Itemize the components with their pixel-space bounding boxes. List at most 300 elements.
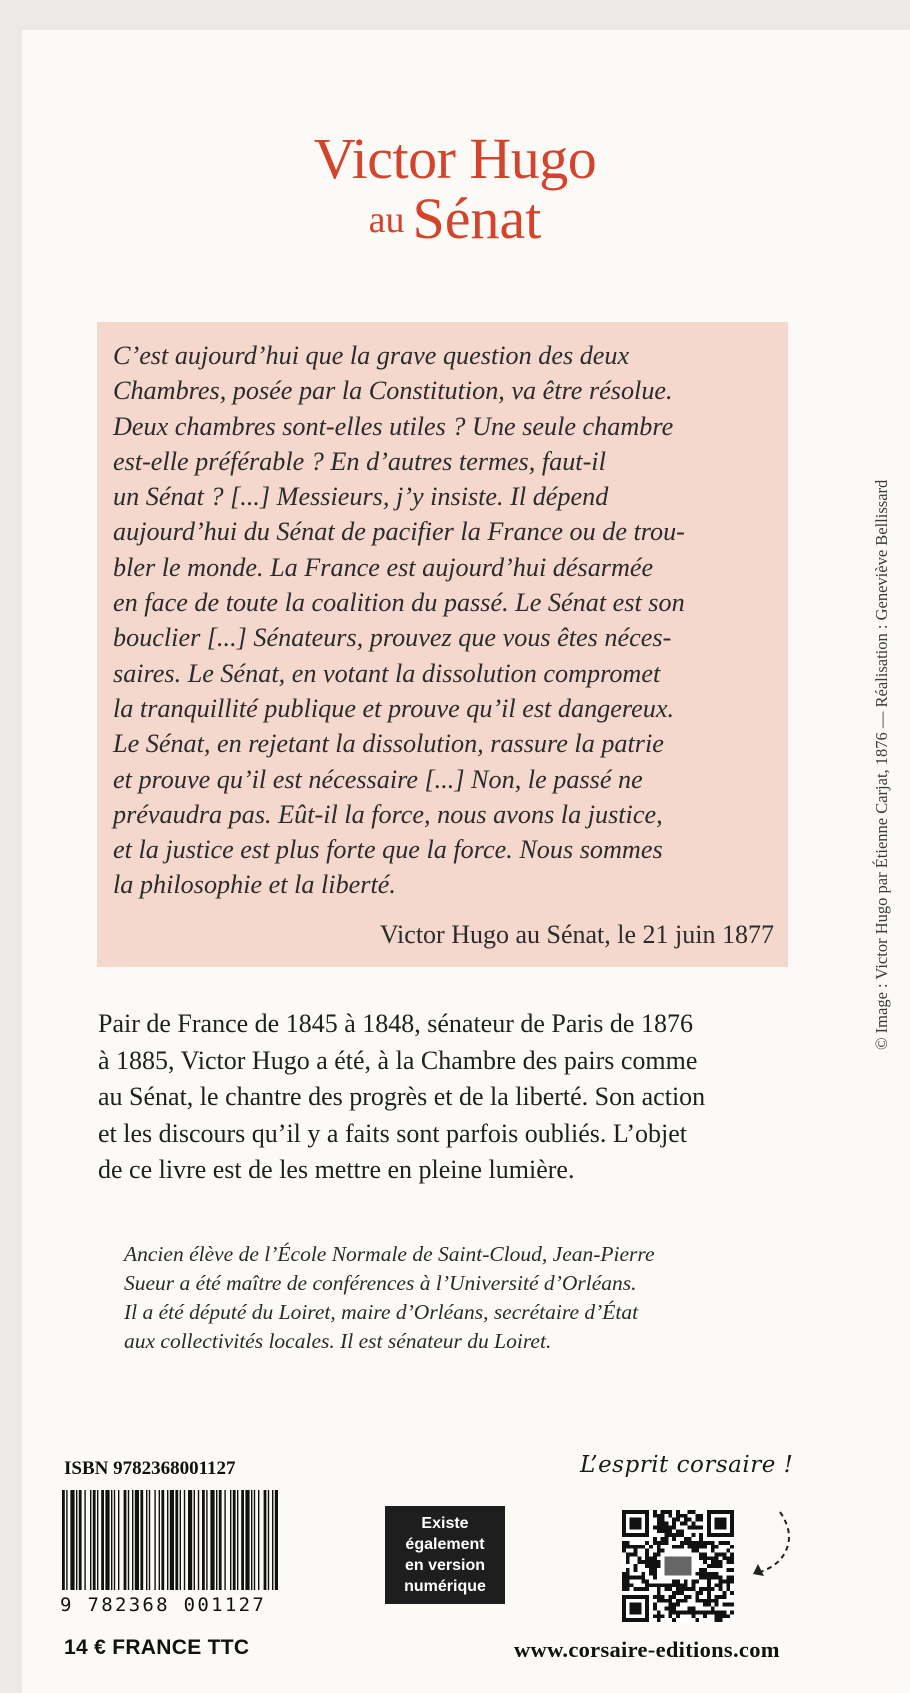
qr-module <box>668 1533 672 1537</box>
qr-module <box>726 1556 730 1560</box>
qr-module <box>703 1587 707 1591</box>
qr-module <box>703 1603 707 1607</box>
qr-module <box>657 1522 661 1526</box>
qr-module <box>657 1587 661 1591</box>
qr-module <box>715 1556 719 1560</box>
barcode-bar <box>128 1490 129 1590</box>
qr-finder <box>630 1518 642 1530</box>
qr-module <box>664 1587 668 1591</box>
qr-module <box>630 1552 634 1556</box>
qr-module <box>711 1545 715 1549</box>
qr-module <box>634 1552 638 1556</box>
qr-module <box>726 1568 730 1572</box>
qr-module <box>715 1603 719 1607</box>
qr-module <box>626 1576 630 1580</box>
qr-module <box>676 1533 680 1537</box>
barcode-bar <box>66 1490 67 1590</box>
qr-module <box>719 1576 723 1580</box>
qr-module <box>641 1576 645 1580</box>
barcode-bar <box>140 1490 143 1590</box>
qr-module <box>661 1541 665 1545</box>
qr-module <box>695 1599 699 1603</box>
qr-module <box>657 1599 661 1603</box>
qr-module <box>653 1556 657 1560</box>
qr-module <box>676 1610 680 1614</box>
qr-module <box>672 1607 676 1611</box>
qr-module <box>653 1560 657 1564</box>
qr-module <box>703 1568 707 1572</box>
qr-module <box>711 1599 715 1603</box>
qr-module <box>722 1591 726 1595</box>
qr-module <box>688 1510 692 1514</box>
qr-module <box>657 1610 661 1614</box>
qr-module <box>711 1541 715 1545</box>
qr-module <box>637 1576 641 1580</box>
qr-module <box>653 1552 657 1556</box>
qr-module <box>699 1587 703 1591</box>
qr-module <box>641 1580 645 1584</box>
qr-module <box>707 1610 711 1614</box>
qr-module <box>664 1533 668 1537</box>
qr-module <box>707 1541 711 1545</box>
qr-module <box>684 1514 688 1518</box>
qr-module <box>645 1552 649 1556</box>
barcode-bar <box>268 1490 269 1590</box>
qr-module <box>719 1541 723 1545</box>
qr-module <box>711 1560 715 1564</box>
qr-module <box>726 1576 730 1580</box>
qr-module <box>672 1603 676 1607</box>
qr-module <box>676 1580 680 1584</box>
barcode-bar <box>175 1490 178 1590</box>
qr-module <box>657 1564 661 1568</box>
quote-box <box>97 322 788 967</box>
qr-module <box>653 1572 657 1576</box>
qr-module <box>715 1560 719 1564</box>
barcode-bar <box>76 1490 77 1590</box>
qr-module <box>664 1525 668 1529</box>
qr-module <box>672 1610 676 1614</box>
qr-module <box>622 1572 626 1576</box>
qr-module <box>672 1518 676 1522</box>
qr-module <box>707 1599 711 1603</box>
qr-module <box>668 1595 672 1599</box>
qr-module <box>726 1603 730 1607</box>
qr-module <box>653 1576 657 1580</box>
barcode-bar <box>159 1490 160 1590</box>
qr-module <box>688 1518 692 1522</box>
qr-module <box>699 1572 703 1576</box>
qr-module <box>719 1614 723 1618</box>
qr-module <box>719 1587 723 1591</box>
qr-module <box>680 1514 684 1518</box>
qr-module <box>692 1510 696 1514</box>
qr-module <box>699 1537 703 1541</box>
qr-module <box>657 1614 661 1618</box>
quote-text: C’est aujourd’hui que la grave question des deux Chambres, posée par la Constitution, va être résolue. Deux chambres sont-elles utiles ? Une seule chambre est-elle préférable ? En d’autres termes, faut-il un Sénat ? [...] Messieurs, j’y insiste. Il dépend aujourd’hui du Sénat de pacifier la France ou de trou- bler le monde. La France est aujourd’hui désarmée en face de toute la coalition du passé. Le Sénat est son bouclier [...] Sénateurs, prouvez que vous êtes néces- saires. Le Sénat, en votant la dissolution compromet la tranquillité publique et prouve qu’il est dangereux. Le Sénat, en rejetant la dissolution, rassure la patrie et prouve qu’il est nécessaire [...] Non, le passé ne prévaudra pas. Eût-il la force, nous avons la justice, et la justice est plus forte que la force. Nous sommes la philosophie et la liberté. <box>113 341 685 900</box>
qr-module <box>703 1545 707 1549</box>
qr-module <box>653 1510 657 1514</box>
qr-module <box>664 1529 668 1533</box>
qr-module <box>707 1576 711 1580</box>
qr-module <box>692 1525 696 1529</box>
qr-module <box>668 1583 672 1587</box>
qr-module <box>630 1545 634 1549</box>
qr-module <box>684 1583 688 1587</box>
qr-module <box>722 1603 726 1607</box>
qr-module <box>684 1595 688 1599</box>
qr-module <box>715 1572 719 1576</box>
qr-module <box>692 1541 696 1545</box>
qr-module <box>657 1560 661 1564</box>
qr-module <box>676 1583 680 1587</box>
qr-module <box>684 1518 688 1522</box>
qr-module <box>722 1541 726 1545</box>
qr-module <box>699 1599 703 1603</box>
qr-module <box>668 1610 672 1614</box>
qr-module <box>699 1556 703 1560</box>
qr-module <box>626 1587 630 1591</box>
book-description: Pair de France de 1845 à 1848, sénateur de Paris de 1876 à 1885, Victor Hugo a été, à la Chambre des pairs comme au Sénat, le chantre des progrès et de la liberté. Son action et les discours qu’il y a faits sont parfois oubliés. L’objet de ce livre est de les mettre en pleine lumière. <box>98 1009 706 1184</box>
qr-module <box>680 1541 684 1545</box>
qr-module <box>653 1525 657 1529</box>
qr-module <box>653 1537 657 1541</box>
qr-module <box>699 1610 703 1614</box>
qr-module <box>722 1552 726 1556</box>
qr-module <box>668 1514 672 1518</box>
qr-module <box>692 1607 696 1611</box>
qr-module <box>649 1564 653 1568</box>
qr-module <box>707 1603 711 1607</box>
qr-module <box>695 1591 699 1595</box>
qr-module <box>715 1610 719 1614</box>
qr-module <box>711 1587 715 1591</box>
qr-module <box>719 1564 723 1568</box>
qr-module <box>649 1560 653 1564</box>
qr-module <box>641 1545 645 1549</box>
barcode-bar <box>272 1490 273 1590</box>
qr-module <box>719 1583 723 1587</box>
barcode <box>62 1490 278 1590</box>
qr-module <box>707 1572 711 1576</box>
image-credit-text: © Image : Victor Hugo par Étienne Carjat, 1876 — Réalisation : Geneviève Bellissard <box>872 479 891 1050</box>
barcode-bar <box>210 1490 214 1590</box>
book-title-au: au <box>368 199 405 241</box>
qr-module <box>699 1552 703 1556</box>
qr-module <box>653 1514 657 1518</box>
qr-module <box>715 1576 719 1580</box>
qr-module <box>707 1583 711 1587</box>
qr-module <box>711 1549 715 1553</box>
qr-module <box>688 1595 692 1599</box>
barcode-bar <box>219 1490 222 1590</box>
qr-module <box>719 1560 723 1564</box>
qr-module <box>695 1545 699 1549</box>
qr-module <box>626 1552 630 1556</box>
qr-module <box>699 1518 703 1522</box>
qr-module <box>672 1525 676 1529</box>
qr-module <box>692 1614 696 1618</box>
barcode-digits: 9 782368 001127 <box>60 1594 267 1616</box>
barcode-bar <box>146 1490 147 1590</box>
qr-module <box>715 1595 719 1599</box>
qr-code-icon <box>622 1510 734 1622</box>
qr-module <box>653 1607 657 1611</box>
qr-module <box>672 1545 676 1549</box>
qr-module <box>699 1514 703 1518</box>
barcode-bar <box>224 1490 225 1590</box>
barcode-bar <box>154 1490 155 1590</box>
qr-module <box>645 1560 649 1564</box>
publisher-slogan: L’esprit corsaire ! <box>580 1452 794 1478</box>
qr-module <box>676 1603 680 1607</box>
qr-module <box>637 1587 641 1591</box>
qr-module <box>688 1587 692 1591</box>
qr-module <box>622 1587 626 1591</box>
qr-module <box>730 1556 734 1560</box>
qr-module <box>726 1560 730 1564</box>
qr-module <box>695 1618 699 1622</box>
barcode-bar <box>216 1490 217 1590</box>
qr-module <box>719 1595 723 1599</box>
barcode-bar <box>90 1490 91 1590</box>
qr-module <box>711 1607 715 1611</box>
qr-module <box>653 1564 657 1568</box>
qr-module <box>634 1576 638 1580</box>
qr-module <box>680 1599 684 1603</box>
qr-module <box>676 1510 680 1514</box>
qr-module <box>715 1545 719 1549</box>
qr-module <box>722 1610 726 1614</box>
qr-module <box>634 1564 638 1568</box>
barcode-bar <box>180 1490 181 1590</box>
qr-module <box>703 1552 707 1556</box>
qr-module <box>695 1514 699 1518</box>
qr-module <box>703 1610 707 1614</box>
qr-module <box>726 1580 730 1584</box>
qr-module <box>668 1614 672 1618</box>
qr-module <box>715 1583 719 1587</box>
qr-module <box>699 1525 703 1529</box>
qr-module <box>657 1591 661 1595</box>
qr-module <box>626 1556 630 1560</box>
qr-module <box>695 1610 699 1614</box>
qr-module <box>688 1541 692 1545</box>
qr-module <box>707 1595 711 1599</box>
qr-module <box>692 1545 696 1549</box>
qr-module <box>637 1560 641 1564</box>
qr-module <box>676 1614 680 1618</box>
barcode-bar <box>84 1490 85 1590</box>
digital-edition-badge: Existe également en version numérique <box>385 1506 505 1604</box>
qr-module <box>699 1541 703 1545</box>
qr-module <box>680 1533 684 1537</box>
qr-module <box>719 1618 723 1622</box>
qr-module <box>668 1607 672 1611</box>
qr-module <box>661 1510 665 1514</box>
qr-module <box>622 1541 626 1545</box>
curved-arrow-icon <box>750 1508 800 1584</box>
qr-module <box>653 1595 657 1599</box>
qr-module <box>661 1595 665 1599</box>
qr-module <box>649 1583 653 1587</box>
barcode-bar <box>245 1490 249 1590</box>
barcode-bar <box>170 1490 174 1590</box>
book-title-line1: Victor Hugo <box>313 126 597 191</box>
qr-module <box>703 1560 707 1564</box>
qr-module <box>664 1583 668 1587</box>
barcode-bar <box>93 1490 96 1590</box>
publisher-website: www.corsaire-editions.com <box>514 1637 780 1662</box>
barcode-bar <box>97 1490 98 1590</box>
qr-module <box>711 1556 715 1560</box>
barcode-bar <box>135 1490 139 1590</box>
qr-module <box>688 1607 692 1611</box>
qr-module <box>715 1618 719 1622</box>
qr-module <box>626 1580 630 1584</box>
qr-module <box>692 1610 696 1614</box>
qr-module <box>707 1587 711 1591</box>
qr-module <box>676 1514 680 1518</box>
qr-module <box>649 1572 653 1576</box>
qr-module <box>657 1595 661 1599</box>
qr-module <box>653 1614 657 1618</box>
qr-module <box>692 1587 696 1591</box>
barcode-bar <box>254 1490 255 1590</box>
qr-module <box>634 1587 638 1591</box>
barcode-bar <box>111 1490 112 1590</box>
qr-module <box>715 1564 719 1568</box>
qr-module <box>672 1595 676 1599</box>
qr-module <box>715 1552 719 1556</box>
barcode-bar <box>275 1490 278 1590</box>
qr-module <box>664 1537 668 1541</box>
qr-module <box>672 1591 676 1595</box>
qr-module <box>719 1580 723 1584</box>
qr-module <box>661 1529 665 1533</box>
qr-module <box>722 1614 726 1618</box>
qr-module <box>703 1599 707 1603</box>
barcode-bar <box>105 1490 109 1590</box>
qr-module <box>664 1510 668 1514</box>
qr-module <box>688 1545 692 1549</box>
qr-module <box>657 1518 661 1522</box>
qr-module <box>657 1525 661 1529</box>
qr-module <box>707 1564 711 1568</box>
qr-module <box>703 1576 707 1580</box>
qr-module <box>634 1545 638 1549</box>
qr-module <box>661 1525 665 1529</box>
qr-module <box>676 1518 680 1522</box>
qr-module <box>726 1614 730 1618</box>
qr-module <box>626 1560 630 1564</box>
qr-finder <box>630 1603 642 1615</box>
qr-module <box>676 1591 680 1595</box>
qr-module <box>661 1514 665 1518</box>
qr-module <box>661 1537 665 1541</box>
qr-module <box>657 1529 661 1533</box>
qr-module <box>622 1580 626 1584</box>
qr-module <box>626 1583 630 1587</box>
qr-module <box>653 1583 657 1587</box>
qr-module <box>730 1576 734 1580</box>
barcode-bar <box>258 1490 259 1590</box>
barcode-bar <box>206 1490 207 1590</box>
barcode-bar <box>167 1490 168 1590</box>
qr-module <box>688 1537 692 1541</box>
qr-module <box>672 1533 676 1537</box>
price: 14 € FRANCE TTC <box>64 1636 250 1659</box>
qr-module <box>672 1537 676 1541</box>
qr-module <box>699 1576 703 1580</box>
qr-module <box>726 1587 730 1591</box>
barcode-bar <box>149 1490 150 1590</box>
qr-module <box>699 1568 703 1572</box>
qr-module <box>726 1583 730 1587</box>
qr-module <box>692 1522 696 1526</box>
qr-module <box>692 1549 696 1553</box>
qr-module <box>664 1599 668 1603</box>
qr-module <box>730 1610 734 1614</box>
book-title-senat: Sénat <box>412 186 542 251</box>
qr-module <box>637 1545 641 1549</box>
qr-module <box>692 1583 696 1587</box>
qr-module <box>664 1522 668 1526</box>
qr-module <box>726 1549 730 1553</box>
qr-module <box>699 1545 703 1549</box>
qr-module <box>722 1580 726 1584</box>
qr-module <box>668 1525 672 1529</box>
qr-module <box>626 1572 630 1576</box>
qr-module <box>645 1583 649 1587</box>
qr-module <box>695 1572 699 1576</box>
qr-module <box>730 1552 734 1556</box>
barcode-bar <box>124 1490 127 1590</box>
barcode-bar <box>161 1490 164 1590</box>
qr-module <box>661 1518 665 1522</box>
qr-module <box>692 1533 696 1537</box>
barcode-bar <box>194 1490 195 1590</box>
qr-module <box>661 1549 665 1553</box>
qr-module <box>641 1587 645 1591</box>
qr-module <box>657 1618 661 1622</box>
qr-module <box>661 1583 665 1587</box>
qr-module <box>676 1529 680 1533</box>
qr-module <box>695 1549 699 1553</box>
qr-module <box>719 1552 723 1556</box>
qr-module <box>703 1614 707 1618</box>
qr-module <box>695 1525 699 1529</box>
qr-module <box>692 1580 696 1584</box>
qr-module <box>657 1549 661 1553</box>
qr-module <box>653 1568 657 1572</box>
qr-module <box>684 1610 688 1614</box>
qr-module <box>680 1610 684 1614</box>
qr-logo <box>664 1556 691 1575</box>
barcode-bar <box>251 1490 252 1590</box>
qr-module <box>668 1510 672 1514</box>
qr-module <box>664 1541 668 1545</box>
qr-module <box>730 1603 734 1607</box>
qr-module <box>653 1603 657 1607</box>
qr-module <box>649 1545 653 1549</box>
qr-module <box>661 1614 665 1618</box>
qr-module <box>661 1599 665 1603</box>
qr-module <box>645 1564 649 1568</box>
qr-module <box>676 1599 680 1603</box>
qr-module <box>676 1545 680 1549</box>
qr-module <box>719 1610 723 1614</box>
